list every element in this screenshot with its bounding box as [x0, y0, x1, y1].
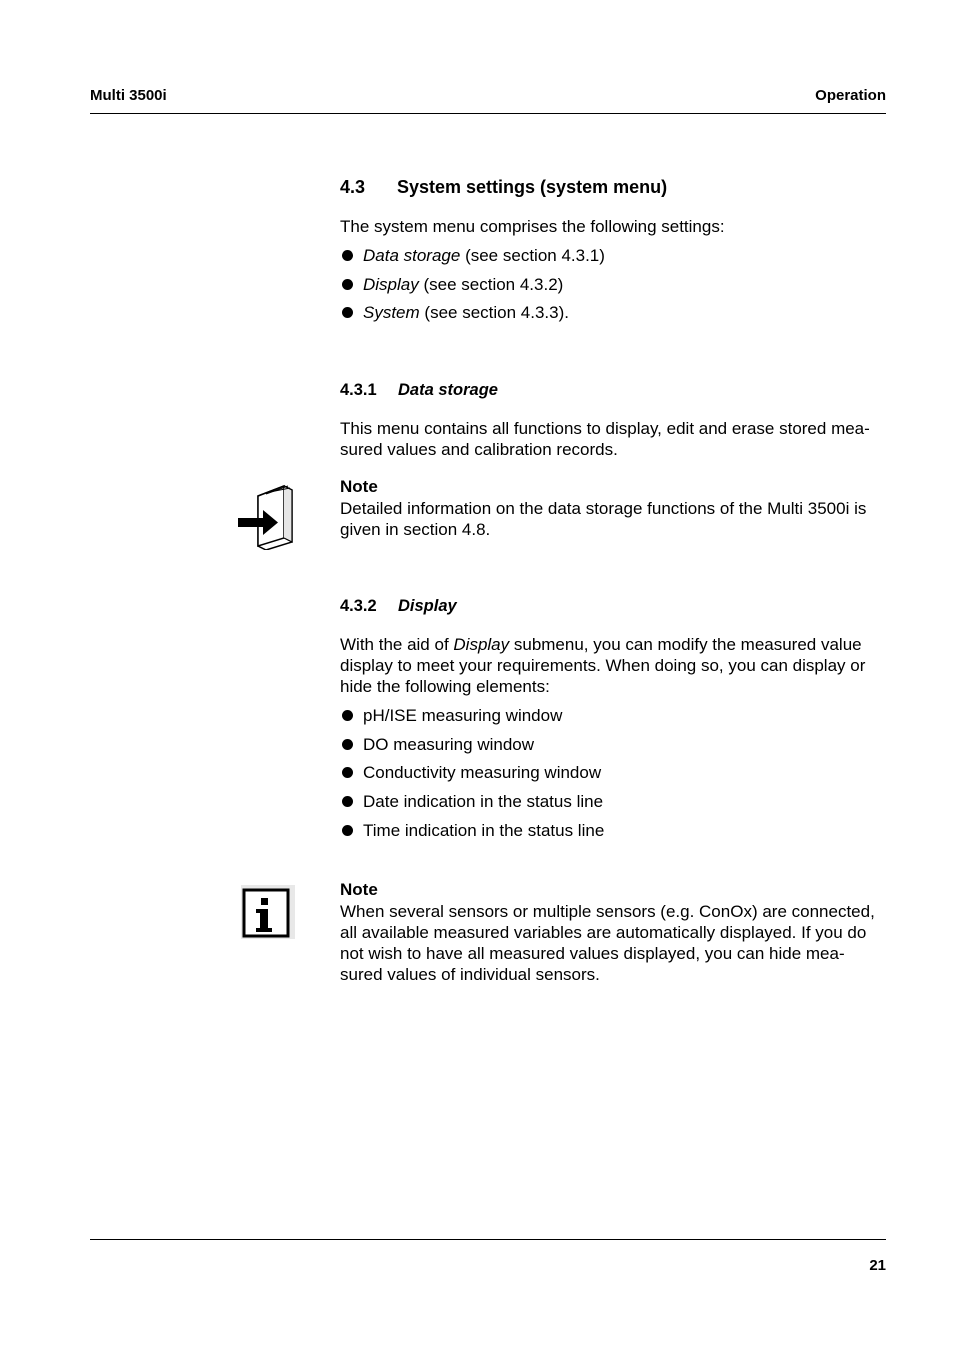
list-item: System (see section 4.3.3). [340, 302, 605, 331]
bullet-icon [342, 710, 353, 721]
note-text: When several sensors or multiple sensors (e.g. ConOx) are connected, all available measured variables are automatically displayed. If you do not wish to have all measured values displayed, you can hide mea- sured values of individual sensors. [340, 902, 875, 984]
settings-list [340, 245, 605, 331]
page-number: 21 [869, 1257, 886, 1274]
subsection-title: Display [398, 597, 457, 615]
subsection-number: 4.3.2 [340, 597, 377, 615]
running-header-left: Multi 3500i [90, 87, 167, 104]
bullet-icon [342, 307, 353, 318]
section-number: 4.3 [340, 177, 366, 197]
list-item: Data storage (see section 4.3.1) [340, 245, 605, 274]
list-item: DO measuring window [340, 734, 604, 763]
display-elements-list [340, 705, 604, 848]
bullet-icon [342, 767, 353, 778]
subsection-paragraph: This menu contains all functions to display, edit and erase stored mea- sured values and calibration records. [340, 419, 870, 459]
list-item: Conductivity measuring window [340, 762, 604, 791]
bullet-icon [342, 796, 353, 807]
bullet-icon [342, 739, 353, 750]
bullet-icon [342, 825, 353, 836]
list-item: Time indication in the status line [340, 820, 604, 849]
list-item: Date indication in the status line [340, 791, 604, 820]
section-intro: The system menu comprises the following settings: [340, 217, 725, 236]
bullet-icon [342, 250, 353, 261]
list-item: Display (see section 4.3.2) [340, 274, 605, 303]
subsection-number: 4.3.1 [340, 381, 377, 399]
note-title: Note [340, 477, 378, 496]
list-item: pH/ISE measuring window [340, 705, 604, 734]
info-icon [240, 884, 296, 940]
running-header-right: Operation [815, 87, 886, 104]
note-title: Note [340, 880, 378, 899]
note-text: Detailed information on the data storage functions of the Multi 3500i is given in section 4.8. [340, 499, 867, 539]
book-arrow-icon [236, 484, 296, 550]
bullet-icon [342, 279, 353, 290]
subsection-paragraph: With the aid of Display submenu, you can modify the measured value display to meet your requirements. When doing so, you can display or hide the following elements: [340, 635, 866, 696]
footer-rule [90, 1239, 886, 1240]
header-rule [90, 113, 886, 114]
section-title: System settings (system menu) [397, 177, 668, 197]
subsection-title: Data storage [398, 381, 498, 399]
